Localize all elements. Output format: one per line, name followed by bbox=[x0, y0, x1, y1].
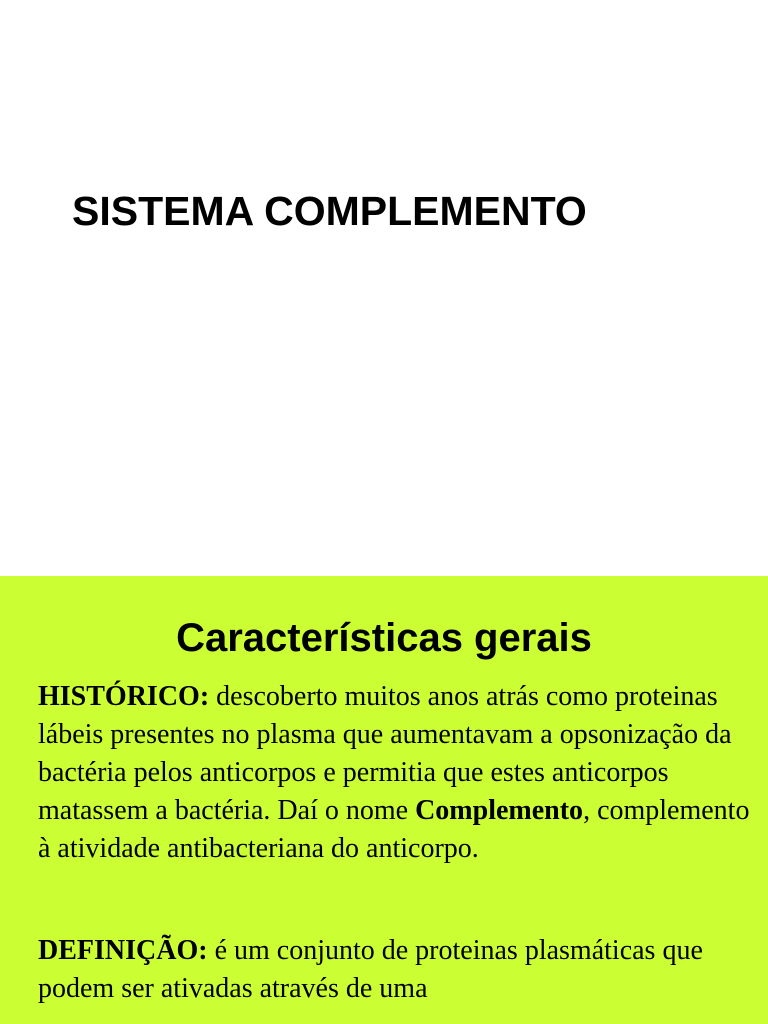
historico-text: descoberto muitos anos atrás como proteinas lábeis presentes no plasma que aumentavam a opsonização da bactéria pelos anticorpos e permitia que estes anticorpos matassem a bactéria. Daí o nome bbox=[38, 681, 732, 826]
label-historico: HISTÓRICO: bbox=[38, 681, 210, 712]
paragraph-historico bbox=[38, 678, 760, 868]
paragraph-definicao bbox=[38, 932, 760, 1008]
definicao-text: é um conjunto de proteinas plasmáticas que podem ser ativadas através de uma bbox=[38, 935, 703, 1004]
page-title: SISTEMA COMPLEMENTO bbox=[72, 188, 587, 234]
historico-text-end: , complemento à atividade antibacteriana do anticorpo. bbox=[38, 795, 750, 864]
slide-caracteristicas bbox=[0, 576, 768, 1024]
slide-heading: Características gerais bbox=[176, 616, 592, 660]
term-complemento: Complemento bbox=[415, 795, 584, 826]
label-definicao: DEFINIÇÃO: bbox=[38, 935, 208, 966]
